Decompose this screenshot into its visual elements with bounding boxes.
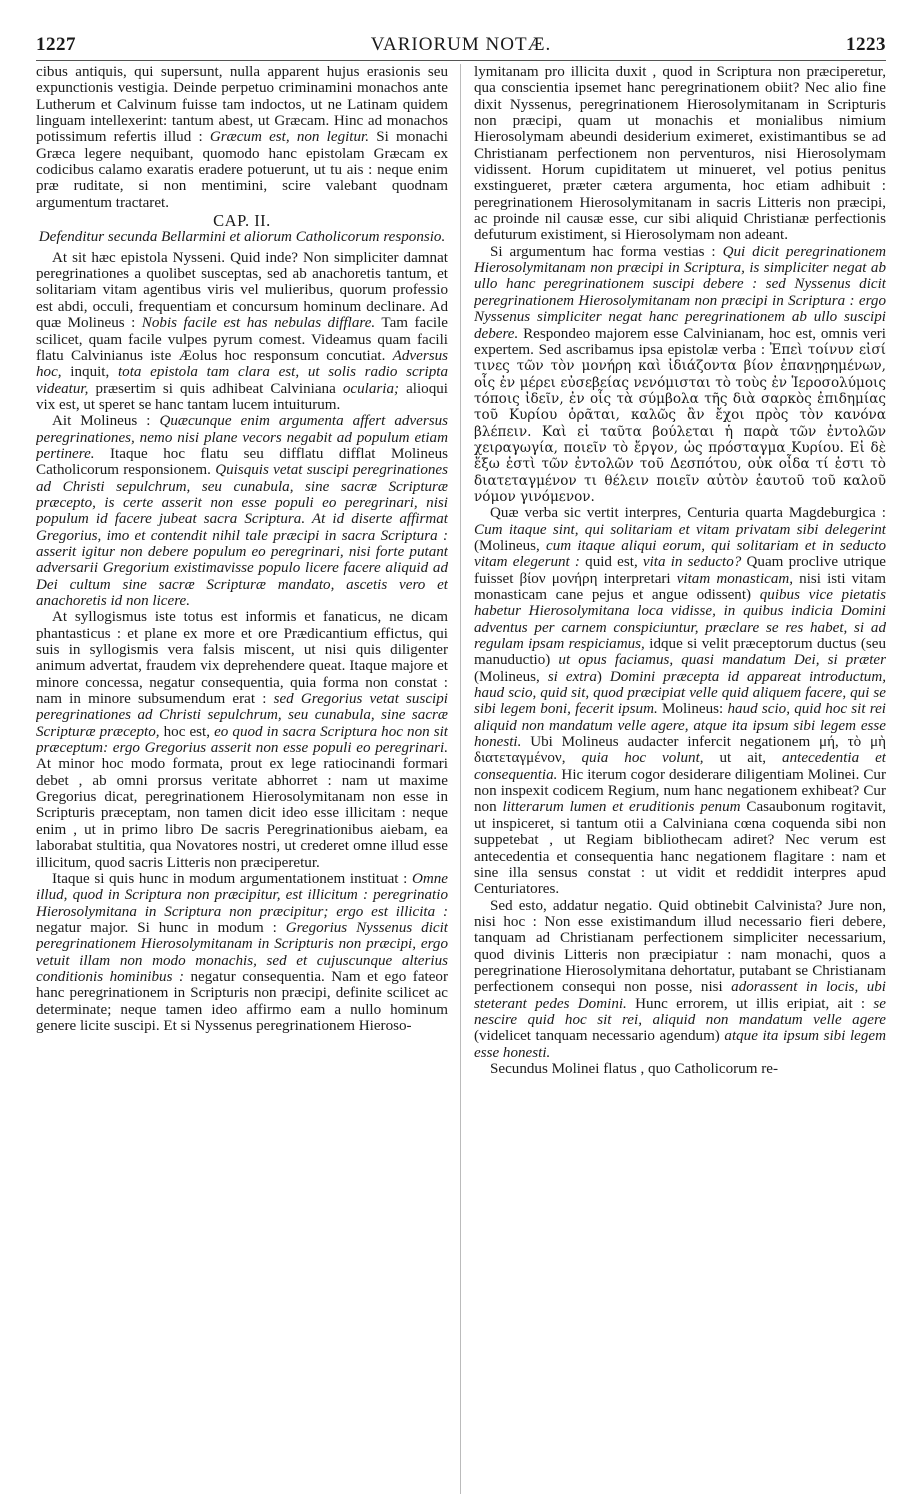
text-columns <box>36 64 886 1494</box>
greek-quotation: Ἐπεὶ τοίνυν εἰσί τινες τῶν τὸν μονήρη καὶ ἰδιάζοντα βίον ἐπανῃρημένων, οἷς ἐν μέρει εὐσεβείας νενόμισται τὸ τοὺς ἐν Ἱεροσολύμοις τόποις ἰδεῖν, ἐν οἷς τὰ σύμβολα τῆς διὰ σαρκὸς ἐπιδημίας τοῦ Κυρίου ὁρᾶται, καλῶς ἂν ἔχοι πρὸς τὸν κανόνα βλέπειν. Καὶ εἰ ταῦτα βούλεται ἡ παρὰ τῶν ἐντολῶν χειραγωγία, ποιεῖν τὸ ἔργον, ὡς πρόσταγμα Κυρίου. Εἰ δὲ ἔξω ἐστὶ τῶν ἐντολῶν τοῦ Δεσπότου, οὐκ οἶδα τί ἐστι τὸ διατεταγμένον τι θέλειν ποιεῖν αὐτὸν ἑαυτοῦ τοῦ καλοῦ νόμον γινόμενον. <box>474 341 886 505</box>
right-column <box>474 64 886 1494</box>
running-header <box>36 34 886 61</box>
paragraph: At syllogismus iste totus est informis et fanaticus, ne dicam phantasticus : et plane ex more et ore Prædicantium effictus, qui suis in syllogismis vera falsis miscent, ut nisi quis diligenter animum advertat, fraudem vix deprehendere queat. Itaque majore et minore concessa, negatur consequentia, quia forma non constat : nam in minore subsumendum erat : sed Gregorius vetat suscipi peregrinationes ad Christi sepulchrum, seu cunabula, sine sacræ Scripturæ præcepto, hoc est, eo quod in sacra Scriptura hoc non sit præceptum: ergo Gregorius asserit non esse populi eo peregrinari. At minor hoc modo formata, prout ex lege ratiocinandi formari debet , ab omni prorsus veritate abhorret : nam ut maxime Gregorius dicat, peregrinationem Hierosolymitanam non esse in Scripturis præceptam, non tamen dicit ideo esse illicitam : neque enim , ut in primo libro De sacris Peregrinationibus aiebam, ea laborabat stultitia, qua Novatores nostri, ut crederet omne illud esse illicitum, quod sacris Litteris non præciperetur. <box>36 609 448 871</box>
paragraph: lymitanam pro illicita duxit , quod in Scriptura non præciperetur, qua conscientia ipsemet hanc peregrinationem obiit? Nec alio fine dixit Nyssenus, peregrinationem Hierosolymitanam in Scripturis non præcipi, quam ut monachis et monialibus nimium Hierosolymam abeundi desiderium eximeret, existimantibus se ad Christianam perfectionem non perventuros, nisi Hierosolymam vidissent. Horum cupiditatem ut minueret, vel potius penitus exstingueret, præter cætera argumenta, hoc etiam adhibuit : peregrinationem Hierosolymitanam in sacris Litteris non præcipi, ac proinde nil causæ esse, cur sibi aliquid Christianæ perfectionis defuturum existiment, si Hierosolymam non adeant. <box>474 64 886 244</box>
running-title: VARIORUM NOTÆ. <box>370 34 552 55</box>
paragraph: Itaque si quis hunc in modum argumentationem instituat : Omne illud, quod in Scriptura non præcipitur, est illicitum : peregrinatio Hierosolymitana in Scriptura non præcipitur; ergo est illicita : negatur major. Si hunc in modum : Gregorius Nyssenus dicit peregrinationem Hierosolymitanam in Scripturis non præcipi, ergo vetuit illam non modo monachis, sed et cujuscunque alterius conditionis hominibus : negatur consequentia. Nam et ego fateor hanc peregrinationem in Scripturis non præcipi, definite scilicet ac determinate; neque tamen ideo affirmo eam a nullo hominum genere licite suscipi. Et si Nyssenus peregrinationem Hieroso- <box>36 870 448 1034</box>
chapter-heading: CAP. II. <box>213 211 271 231</box>
paragraph: cibus antiquis, qui supersunt, nulla apparent hujus erasionis seu expunctionis vestigia. Deinde perpetuo criminamini monachos ante Lutherum et Calvinum fuisse tam indoctos, ut ne Latinam quidem linguam intellexerint: tantum abest, ut Græcam. Hinc ad monachos potissimum refertis illud : Græcum est, non legitur. Si monachi Græca legere nequibant, quomodo hanc epistolam Græcam ex codicibus calamo exaratis eradere potuerunt, ut tu ais : neque enim præ ruditate, si non mentimini, scire valebant quodnam argumentum tractaret. <box>36 64 448 211</box>
paragraph: Si argumentum hac forma vestias : Qui dicit peregrinationem Hierosolymitanam non præcipi in Scriptura, is simpliciter negat ab ullo hanc peregrinationem suscipi debere : sed Nyssenus dicit peregrinationem Hierosolymitanam non præcipi in Scriptura : ergo Nyssenus simpliciter negat hanc peregrinationem ab ullo suscipi debere. Respondeo majorem esse Calvinianam, hoc est, omnis veri expertem. Sed ascribamus ipsa epistolæ verba : Ἐπεὶ τοίνυν εἰσί τινες τῶν τὸν μονήρη καὶ ἰδιάζοντα βίον ἐπανῃρημένων, οἷς ἐν μέρει εὐσεβείας νενόμισται τὸ τοὺς ἐν Ἱεροσολύμοις τόποις ἰδεῖν, ἐν οἷς τὰ σύμβολα τῆς διὰ σαρκὸς ἐπιδημίας τοῦ Κυρίου ὁρᾶται, καλῶς ἂν ἔχοι πρὸς τὸν κανόνα βλέπειν. Καὶ εἰ ταῦτα βούλεται ἡ παρὰ τῶν ἐντολῶν χειραγωγία, ποιεῖν τὸ ἔργον, ὡς πρόσταγμα Κυρίου. Εἰ δὲ ἔξω ἐστὶ τῶν ἐντολῶν τοῦ Δεσπότου, οὐκ οἶδα τί ἐστι τὸ διατεταγμένον τι θέλειν ποιεῖν αὐτὸν ἑαυτοῦ τοῦ καλοῦ νόμον γινόμενον. <box>474 243 886 505</box>
left-column <box>36 64 448 1494</box>
left-page-number: 1227 <box>36 34 76 55</box>
paragraph: Quæ verba sic vertit interpres, Centuria quarta Magdeburgica : Cum itaque sint, qui solitariam et vitam privatam sibi delegerint (Molineus, cum itaque aliqui eorum, qui solitariam et in seducto vitam elegerunt : quid est, vita in seducto? Quam proclive utrique fuisset βίον μονήρη interpretari vitam monasticam, nisi isti vitam monasticam cane pejus et angue odissent) quibus vice pietatis habetur Hierosolymitana loca vidisse, in quibus indicia Domini adventus per carnem conspiciuntur, præclare se res habet, si ad regulam ipsam respiciamus, idque si velit præceptorum ductus (seu manuductio) ut opus faciamus, quasi mandatum Dei, si præter (Molineus, si extra) Domini præcepta id appareat introductum, haud scio, quid sit, quod præcipiat velle quid aliquem facere, qui se sibi legem boni, fecerit ipsum. Molineus: haud scio, quid hoc sit rei aliquid non mandatum velle agere, atque ita ipsum sibi legem esse honesti. Ubi Molineus audacter infercit negationem μή, τὸ μὴ διατεταγμένον, quia hoc volunt, ut ait, antecedentia et consequentia. Hic iterum cogor desiderare diligentiam Molinei. Cur non inspexit codicem Regium, num hanc negationem exhibeat? Cur non litterarum lumen et eruditionis penum Casaubonum rogitavit, ut inspiceret, si tantum otii a Calviniana cœna coquenda sibi non suppetebat , ut Regiam bibliothecam adiret? Nec verum est antecedentia et consequentia hanc negationem flagitare : nam et sine illa sensus constat : ut vidit et reddidit interpres apud Centuriatores. <box>474 505 886 898</box>
paragraph: Secundus Molinei flatus , quo Catholicorum re- <box>490 1060 778 1077</box>
paragraph: At sit hæc epistola Nysseni. Quid inde? Non simpliciter damnat peregrinationes a quolibet susceptas, sed ab anachoretis tantum, et solitariam vitam agentibus viris vel mulieribus, quorum professio est abdi, occuli, frequentiam et concursum hominum declinare. Ad quæ Molineus : Nobis facile est has nebulas difflare. Tam facile scilicet, quam facile vulpes pyrum comest. Videamus quam facili flatu Calvinianus iste Æolus hoc responsum concutiat. Adversus hoc, inquit, tota epistola tam clara est, ut solis radio scripta videatur, præsertim si quis adhibeat Calviniana ocularia; alioqui vix est, ut speret se hanc tantam lucem intuiturum. <box>36 249 448 413</box>
paragraph: Sed esto, addatur negatio. Quid obtinebit Calvinista? Jure non, nisi hoc : Non esse existimandum illud necessario fieri debere, tanquam ad Christianam perfectionem simpliciter necessarium, quod divinis Litteris non præcipiatur : nam monachi, quos a peregrinatione Hierosolymitana dehortatur, putabant se Christianam perfectionem consequi non posse, nisi adorassent in locis, ubi steterant pedes Domini. Hunc errorem, ut illis eripiat, ait : se nescire quid hoc sit rei, aliquid non mandatum velle agere (videlicet tanquam necessario agendum) atque ita ipsum sibi legem esse honesti. <box>474 897 886 1061</box>
paragraph: Ait Molineus : Quæcunque enim argumenta affert adversus peregrinationes, nemo nisi plane vecors negabit ad populum etiam pertinere. Itaque hoc flatu seu difflatu difflat Molineus Catholicorum responsionem. Quisquis vetat suscipi peregrinationes ad Christi sepulchrum, seu cunabula, sine sacræ Scripturæ præcepto, is certe asserit non esse populi eo peregrinari, nisi populum id facere jubeat sacra Scriptura. At id diserte affirmat Gregorius, imo et contendit nihil tale præcipi in sacra Scriptura : asserit igitur non debere populum eo peregrinari, nisi forte putant adversarii Gregorium existimavisse populo licere facere aliquid ad Dei cultum sine sacræ Scripturæ mandato, ascetis vero et anachoretis id non licere. <box>36 413 448 609</box>
right-page-number: 1223 <box>846 34 886 55</box>
chapter-subtitle: Defenditur secunda Bellarmini et aliorum Catholicorum responsio. <box>38 229 446 246</box>
